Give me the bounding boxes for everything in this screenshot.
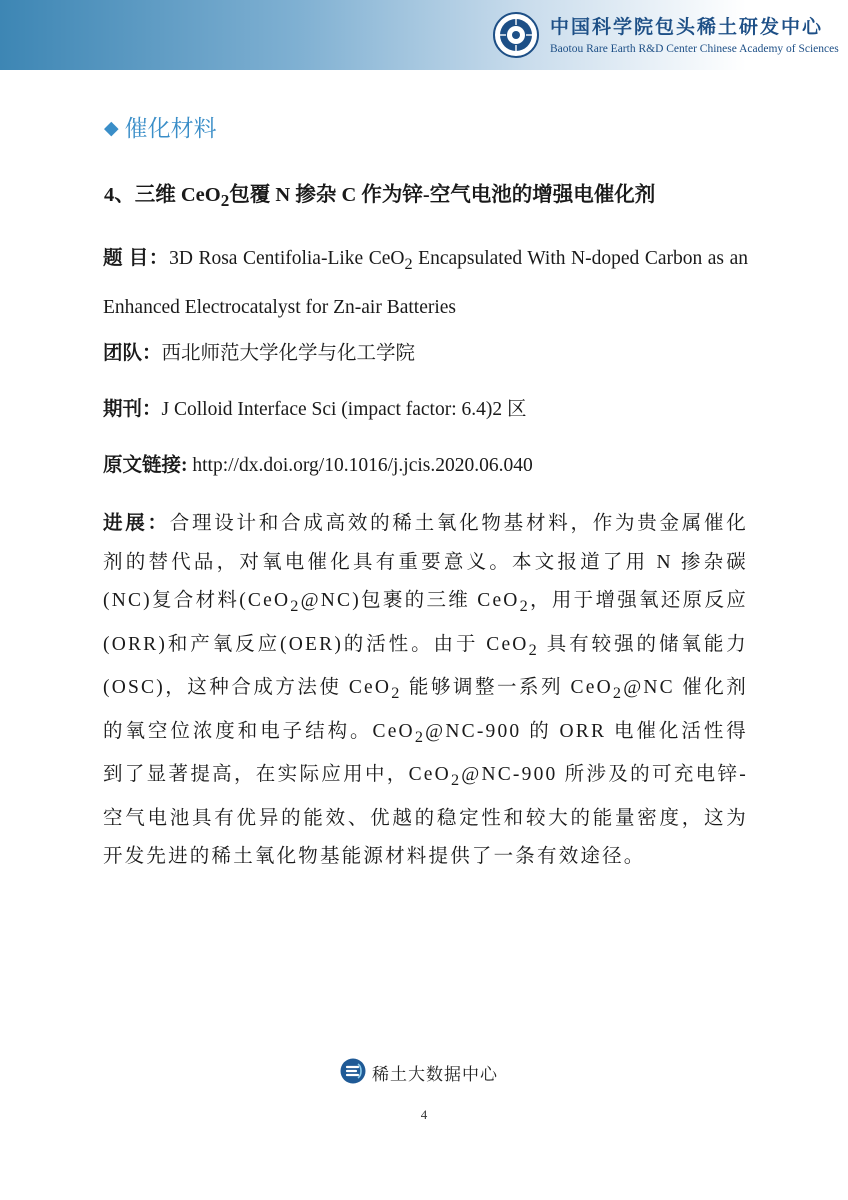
source-link-field	[103, 451, 748, 481]
footer-label: 稀土大数据中心	[372, 1065, 498, 1085]
page-number: 4	[420, 1107, 428, 1122]
progress-text: @NC-900 的 ORR 电催化活性得到了显著提高，在实际应用中，CeO	[103, 720, 748, 786]
progress-text: @NC 催化剂的氧空位浓度和电子结构。CeO	[103, 677, 748, 742]
subscript: 2	[414, 727, 426, 746]
source-link[interactable]: http://dx.doi.org/10.1016/j.jcis.2020.06.040	[187, 455, 533, 476]
journal-field	[103, 395, 748, 425]
cas-emblem-icon	[493, 12, 539, 58]
org-name-en: Baotou Rare Earth R&D Center Chinese Academy of Sciences	[550, 43, 839, 55]
big-data-center-logo-icon	[340, 1058, 366, 1084]
article-title-part: 4、三维 CeO	[104, 184, 221, 206]
paper-title-part: Encapsulated With N-doped Carbon as an Enhanced Electrocatalyst for Zn-air Batteries	[103, 248, 748, 318]
paper-title-label: 题 目：	[103, 248, 170, 269]
team-field	[103, 339, 748, 369]
subscript: 2	[528, 640, 539, 659]
source-link-label: 原文链接:	[103, 455, 188, 476]
article-title	[104, 177, 754, 211]
subscript: 2	[290, 597, 301, 616]
progress-text: ，用于增强氧还原反应(ORR)和产氧反应(OER)的活性。由于 CeO	[103, 590, 748, 655]
subscript: 2	[519, 597, 530, 616]
subscript: 2	[391, 684, 402, 703]
paper-title-part: 3D Rosa Centifolia-Like CeO	[169, 248, 405, 269]
section-heading	[104, 110, 217, 143]
team-value: 西北师范大学化学与化工学院	[161, 343, 416, 364]
progress-text: 具有较强的储氧能力(OSC)，这种合成方法使 CeO	[103, 633, 748, 699]
progress-text: @NC)包裹的三维 CeO	[300, 590, 520, 612]
paper-title-subscript: 2	[404, 254, 413, 273]
article-title-subscript: 2	[220, 191, 230, 211]
section-title: 催化材料	[124, 116, 217, 142]
subscript: 2	[612, 684, 624, 703]
progress-label: 进展：	[103, 513, 170, 534]
article-title-part: 包覆 N 掺杂 C 作为锌-空气电池的增强电催化剂	[229, 184, 656, 206]
paper-title-field	[103, 237, 748, 330]
journal-value: J Colloid Interface Sci (impact factor: 6.4)2 区	[161, 399, 527, 420]
diamond-bullet-icon: ◆	[104, 117, 119, 139]
progress-text: 能够调整一系列 CeO	[401, 677, 613, 699]
team-label: 团队：	[103, 343, 162, 364]
progress-text: @NC-900 所涉及的可充电锌-空气电池具有优异的能效、优越的稳定性和较大的能量密度，这为开发先进的稀土氧化物基能源材料提供了一条有效途径。	[103, 764, 748, 868]
progress-paragraph	[103, 505, 748, 877]
journal-label: 期刊：	[103, 399, 162, 420]
org-name-cn: 中国科学院包头稀土研发中心	[550, 16, 824, 38]
progress-text: 合理设计和合成高效的稀土氧化物基材料，作为贵金属催化剂的替代品，对氧电催化具有重要意义。本文报道了用 N 掺杂碳(NC)复合材料(CeO	[103, 513, 748, 612]
subscript: 2	[450, 771, 462, 790]
